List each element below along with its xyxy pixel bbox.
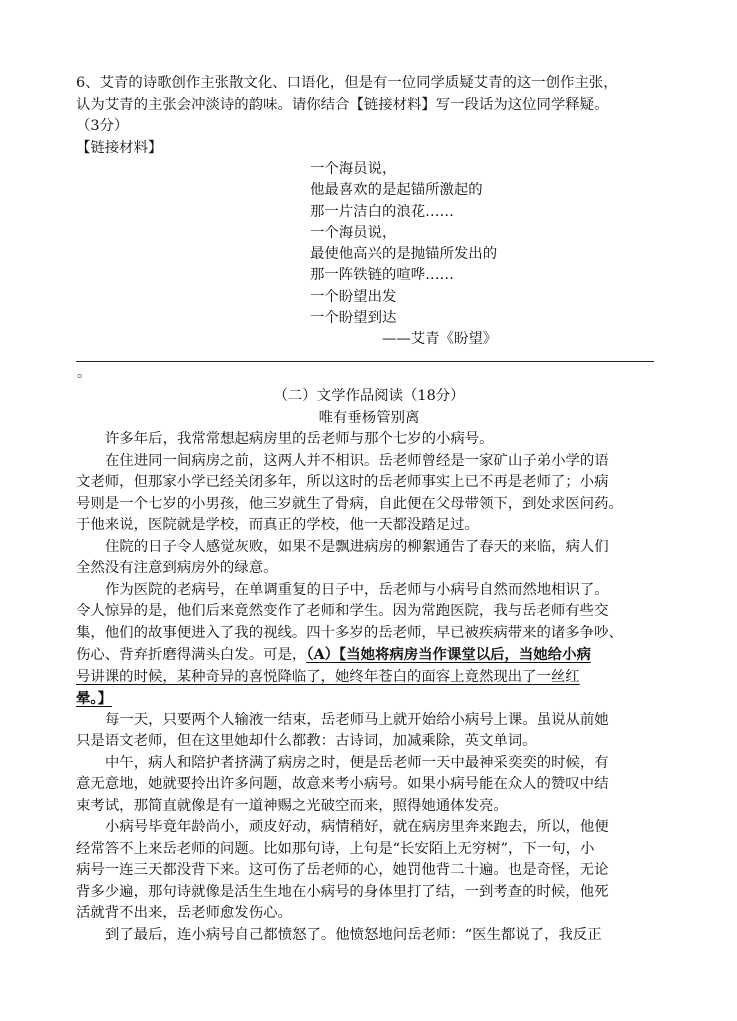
- section-heading: （二）文学作品阅读（18分）: [273, 388, 465, 404]
- poem-line: 他最喜欢的是起锚所激起的: [310, 182, 483, 199]
- paragraph-7-line: 小病号毕竟年龄尚小，顽皮好动，病情稍好，就在病房里奔来跑去，所以，他便: [105, 819, 609, 835]
- question-6-line: 认为艾青的主张会冲淡诗的韵味。请你结合【链接材料】写一段话为这位同学释疑。: [76, 96, 609, 113]
- literary-reading-section: [76, 386, 662, 946]
- marked-sentence-a: （A）【当她将病房当作课堂以后，当她给小病: [306, 646, 591, 663]
- question-6-score: （3分）: [76, 118, 129, 134]
- paragraph-6-line: 中午，病人和陪护者挤满了病房之时，便是岳老师一天中最神采奕奕的时候，有: [105, 754, 609, 771]
- passage-title: 唯有垂杨管别离: [318, 409, 420, 426]
- paragraph-2-line: 在住进同一间病房之前，这两人并不相识。岳老师曾经是一家矿山子弟小学的语: [105, 452, 609, 469]
- paragraph-6-line: 束考试，那简直就像是有一道神赐之光破空而来，照得她通体发亮。: [76, 797, 508, 814]
- poem-line: 那一片洁白的浪花……: [310, 203, 454, 220]
- paragraph-4-line: 令人惊异的是，他们后来竟然变作了老师和学生。因为常跑医院，我与岳老师有些交: [76, 603, 609, 619]
- answer-end-mark: 。: [77, 365, 92, 381]
- paragraph-7-line: 经常答不上来岳老师的问题。比如那句诗，上句是“长安陌上无穷树”，下一句，小: [76, 840, 595, 857]
- paragraph-7-line: 活就背不出来，岳老师愈发伤心。: [76, 905, 292, 921]
- paragraph-6-line: 意无意地，她就要拎出许多问题，故意来考小病号。如果小病号能在众人的赞叹中结: [76, 776, 609, 792]
- poem-line: 一个海员说，: [310, 224, 397, 241]
- paragraph-4-line: [76, 644, 662, 667]
- poem-signature: ——艾青《盼望》: [382, 331, 498, 348]
- paragraph-5-line: 只是语文老师，但在这里她却什么都教：古诗词，加减乘除，英文单词。: [76, 733, 537, 749]
- paragraph-3-line: 全然没有注意到病房外的绿意。: [76, 560, 278, 576]
- poem-line: 一个盼望到达: [310, 310, 397, 327]
- paragraph-8: 到了最后，连小病号自己都愤怒了。他愤怒地问岳老师：“医生都说了，我反正: [105, 926, 602, 943]
- poem-line: 最使他高兴的是抛锚所发出的: [310, 246, 498, 263]
- marked-sentence-a-cont: 号讲课的时候，某种奇异的喜悦降临了，她终年苍白的面容上竟然现出了一丝红: [76, 668, 580, 685]
- poem-line: 一个海员说，: [310, 161, 397, 177]
- link-material-label: 【链接材料】: [76, 139, 163, 156]
- question-6: [76, 73, 662, 159]
- paragraph-7-line: 背多少遍，那句诗就像是活生生地在小病号的身体里打了结，一到考查的时候，他死: [76, 883, 609, 900]
- paragraph-7-line: 病号一连三天都没背下来。这可伤了岳老师的心，她罚他背二十遍。也是奇怪，无论: [76, 862, 609, 878]
- paragraph-5-line: 每一天，只要两个人输液一结束，岳老师马上就开始给小病号上课。虽说从前她: [105, 711, 609, 728]
- poem-pan-wang: [310, 159, 497, 351]
- paragraph-1: 许多年后，我常常想起病房里的岳老师与那个七岁的小病号。: [105, 431, 494, 447]
- paragraph-4-text: 伤心、背弃折磨得满头白发。可是，: [76, 647, 307, 663]
- paragraph-2-line: 文老师，但那家小学已经关闭多年，所以这时的岳老师事实上已不再是老师了；小病: [76, 474, 609, 490]
- paragraph-2-line: 于他来说，医院就是学校，而真正的学校，他一天都没踏足过。: [76, 517, 479, 533]
- marked-sentence-a-end: 晕。】: [76, 690, 112, 707]
- poem-line: 那一阵铁链的喧哗……: [310, 267, 454, 284]
- question-6-line: 6、艾青的诗歌创作主张散文化、口语化，但是有一位同学质疑艾青的这一创作主张，: [76, 75, 618, 91]
- paragraph-4-line: 作为医院的老病号，在单调重复的日子中，岳老师与小病号自然而然地相识了。: [105, 581, 609, 598]
- answer-line[interactable]: [76, 361, 654, 362]
- paragraph-3-line: 住院的日子令人感觉灰败，如果不是飘进病房的柳絮通告了春天的来临，病人们: [105, 538, 609, 555]
- paragraph-4-line: 集，他们的故事便进入了我的视线。四十多岁的岳老师，早已被疾病带来的诸多争吵、: [76, 624, 623, 641]
- paragraph-2-line: 号则是一个七岁的小男孩，他三岁就生了骨病，自此便在父母带领下，到处求医问药。: [76, 495, 623, 512]
- poem-line: 一个盼望出发: [310, 288, 397, 305]
